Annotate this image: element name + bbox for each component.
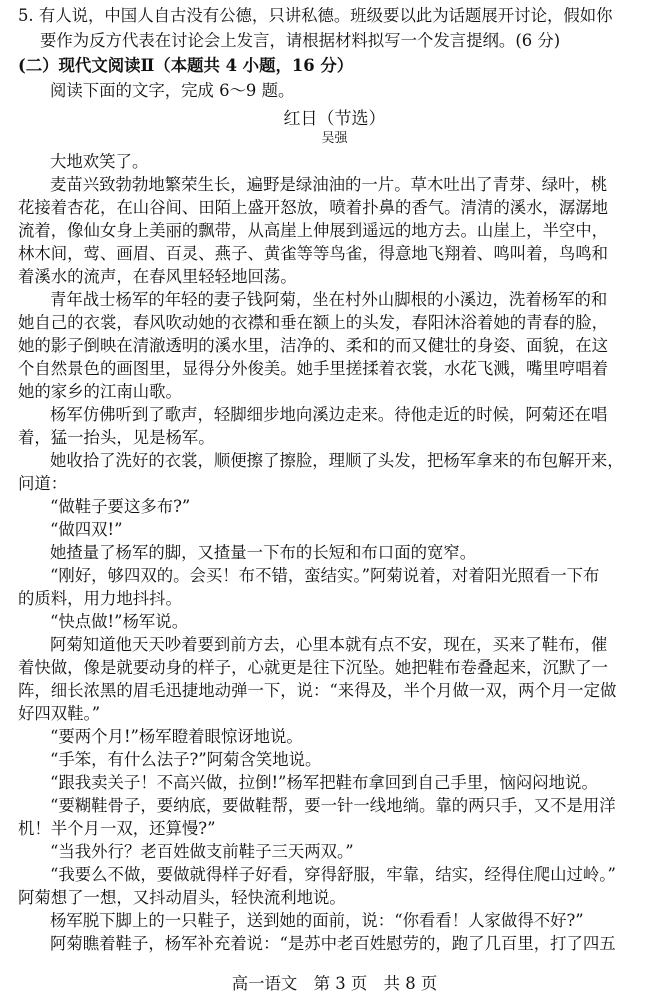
article-line: 麦苗兴致勃勃地繁荣生长，遍野是绿油油的一片。草木吐出了青芽、绿叶，桃 [50,175,608,194]
article-line: 她揸量了杨军的脚，又揸量一下布的长短和布口面的宽窄。 [50,543,477,562]
article-line: 阿菊知道他天天吵着要到前方去，心里本就有点不安，现在，买来了鞋布，催 [50,635,608,654]
article-line: 青年战士杨军的年轻的妻子钱阿菊，坐在村外山脚根的小溪边，洗着杨军的和 [50,290,608,309]
article-line: 杨军仿佛听到了歌声，轻脚细步地向溪边走来。待他走近的时候，阿菊还在唱 [50,405,608,424]
article-line: “刚好，够四双的。会买！布不错，蛮结实。”阿菊说着，对着阳光照看一下布 [50,566,600,585]
article-line: 着溪水的流声，在春风里轻轻地回荡。 [18,267,297,286]
section-heading: (二）现代文阅读Ⅱ（本题共 4 小题，16 分） [18,56,354,75]
article-line: “我要么不做，要做就得样子好看，穿得舒服，牢靠，结实，经得住爬山过岭。” [50,865,616,884]
article-line: “要糊鞋骨子，要纳底，要做鞋帮，要一针一线地绱。靠的两只手，又不是用洋 [50,796,616,815]
article-line: “当我外行？老百姓做支前鞋子三天两双。” [50,842,354,861]
article-line: 她自己的衣裳，春风吹动她的衣襟和垂在额上的头发，春阳沐浴着她的青春的脸， [18,313,609,332]
question-5-line-1: 5. 有人说，中国人自古没有公德，只讲私德。班级要以此为话题展开讨论，假如你 [18,6,613,25]
article-line: 大地欢笑了。 [50,152,149,171]
article-line: 的质料，用力地抖抖。 [18,589,182,608]
article-line: 她收拾了洗好的衣裳，顺便擦了擦脸，理顺了头发，把杨军拿来的布包解开来， [50,451,624,470]
article-line: “手笨，有什么法子?”阿菊含笑地说。 [50,750,322,769]
article-line: 问道： [18,474,68,493]
article-line: 流着，像仙女身上美丽的飘带，从高崖上伸展到遥远的地方去。山崖上，半空中， [18,221,609,240]
article-line: 阿菊想了一想，又抖动眉头，轻快流利地说。 [18,888,346,907]
article-line: 阵，细长浓黑的眉毛迅捷地动弹一下，说：“来得及，半个月做一双，两个月一定做 [18,681,617,700]
article-line: 着，猛一抬头，见是杨军。 [18,428,215,447]
article-line: “要两个月!”杨军瞪着眼惊讶地说。 [50,727,303,746]
article-line: “快点做!”杨军说。 [50,612,189,631]
article-line: 林木间，莺、画眉、百灵、燕子、黄雀等等鸟雀，得意地飞翔着、鸣叫着，鸟鸣和 [18,244,609,263]
article-line: “做四双!” [50,520,123,539]
article-title: 红日（节选） [283,109,386,129]
article-line: 她的影子倒映在清澈透明的溪水里，洁净的、柔和的而又健壮的身姿、面貌，在这 [18,336,609,355]
article-line: 机！半个月一双，还算慢?” [18,819,216,838]
article-line: 好四双鞋。” [18,704,101,723]
article-line: 花接着杏花，在山谷间、田陌上盛开怒放，喷着扑鼻的香气。清清的溪水，潺潺地 [18,198,609,217]
article-line: 她的家乡的江南山歌。 [18,382,182,401]
article-line: 着快做，像是就要动身的样子，心就更是往下沉坠。她把鞋布卷叠起来，沉默了一 [18,658,609,677]
article-line: 个自然景色的画图里，显得分外俊美。她手里搓揉着衣裳，水花飞溅，嘴里哼唱着 [18,359,609,378]
article-line: “做鞋子要这多布?” [50,497,191,516]
page-footer: 高一语文 第 3 页 共 8 页 [231,974,438,993]
section-instruction: 阅读下面的文字，完成 6～9 题。 [50,81,295,100]
article-author: 吴强 [321,131,348,146]
question-5-line-2: 要作为反方代表在讨论会上发言，请根据材料拟写一个发言提纲。(6 分) [40,31,561,50]
article-line: 杨军脱下脚上的一只鞋子，送到她的面前，说：“你看看！人家做得不好?” [50,911,584,930]
article-line: 阿菊瞧着鞋子，杨军补充着说：“是苏中老百姓慰劳的，跑了几百里，打了四五 [50,934,616,953]
article-line: “跟我卖关子！不高兴做，拉倒!”杨军把鞋布拿回到自己手里，恼闷闷地说。 [50,773,598,792]
